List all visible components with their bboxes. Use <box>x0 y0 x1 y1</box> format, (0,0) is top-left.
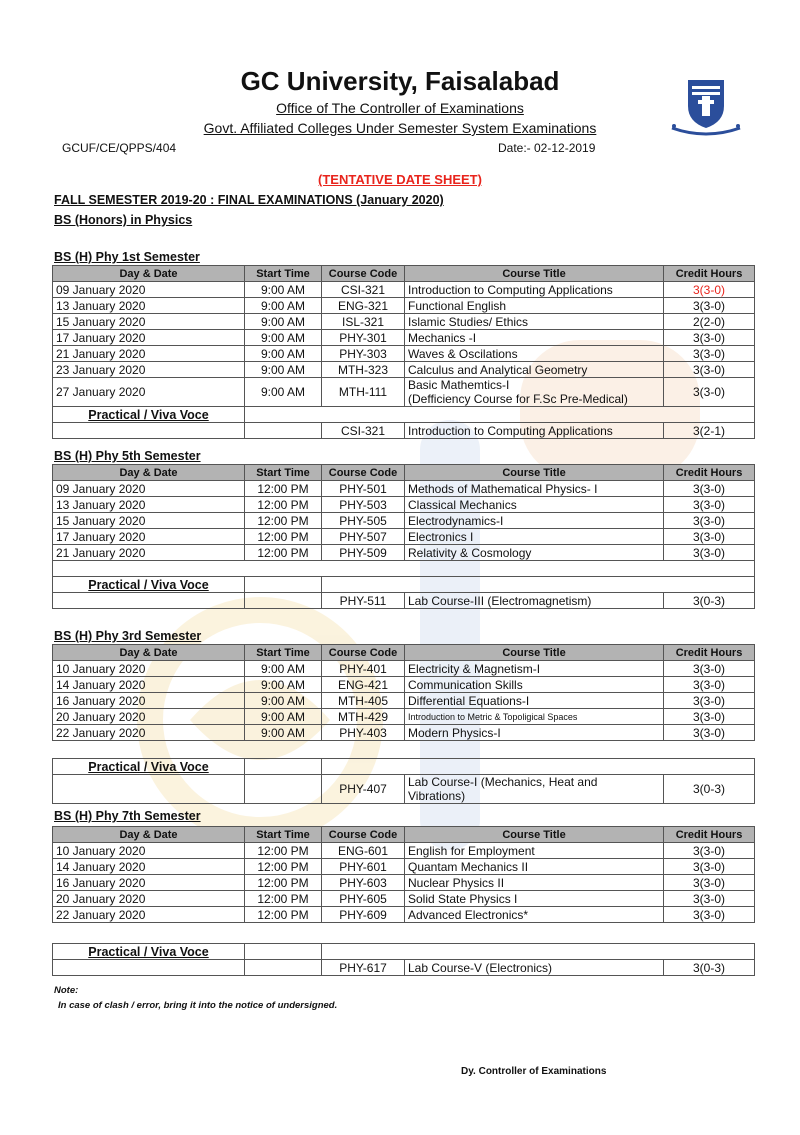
start-time: 9:00 AM <box>245 693 322 709</box>
credit-hours: 3(0-3) <box>664 775 755 804</box>
table-row <box>53 346 755 362</box>
course-title: Functional English <box>405 298 664 314</box>
course-code: PHY-407 <box>322 775 405 804</box>
credit-hours: 3(2-1) <box>664 423 755 439</box>
column-header: Day & Date <box>53 645 245 661</box>
column-header: Start Time <box>245 266 322 282</box>
course-code: ISL-321 <box>322 314 405 330</box>
practical-header-row <box>53 577 755 593</box>
exam-date: 22 January 2020 <box>53 725 245 741</box>
start-time: 9:00 AM <box>245 677 322 693</box>
course-title: Waves & Oscilations <box>405 346 664 362</box>
course-title: Quantam Mechanics II <box>405 859 664 875</box>
column-header: Day & Date <box>53 266 245 282</box>
column-header: Day & Date <box>53 827 245 843</box>
practical-table-sem3 <box>52 758 755 804</box>
course-title: Introduction to Computing Applications <box>405 282 664 298</box>
course-title: Relativity & Cosmology <box>405 545 664 561</box>
practical-row <box>53 423 755 439</box>
course-code: PHY-303 <box>322 346 405 362</box>
credit-hours: 3(3-0) <box>664 346 755 362</box>
credit-hours: 3(3-0) <box>664 709 755 725</box>
table-row <box>53 545 755 561</box>
course-title: Introduction to Computing Applications <box>405 423 664 439</box>
exam-date: 09 January 2020 <box>53 481 245 497</box>
credit-hours: 3(3-0) <box>664 907 755 923</box>
exam-date: 23 January 2020 <box>53 362 245 378</box>
course-title: Modern Physics-I <box>405 725 664 741</box>
datesheet-table-sem1 <box>52 265 755 439</box>
column-header: Start Time <box>245 645 322 661</box>
course-title: Islamic Studies/ Ethics <box>405 314 664 330</box>
course-title: Electronics I <box>405 529 664 545</box>
govt-colleges-title: Govt. Affiliated Colleges Under Semester System Examinations <box>203 120 597 136</box>
credit-hours: 3(3-0) <box>664 513 755 529</box>
datesheet-table-sem5 <box>52 464 755 609</box>
start-time: 9:00 AM <box>245 314 322 330</box>
semester-title: BS (H) Phy 7th Semester <box>54 809 201 823</box>
start-time: 9:00 AM <box>245 725 322 741</box>
reference-number: GCUF/CE/QPPS/404 <box>62 141 177 155</box>
credit-hours: 3(3-0) <box>664 677 755 693</box>
column-header: Start Time <box>245 827 322 843</box>
table-row <box>53 725 755 741</box>
credit-hours: 3(3-0) <box>664 298 755 314</box>
exam-date: 20 January 2020 <box>53 891 245 907</box>
credit-hours: 3(3-0) <box>664 497 755 513</box>
practical-row <box>53 775 755 804</box>
start-time: 12:00 PM <box>245 497 322 513</box>
course-code: PHY-511 <box>322 593 405 609</box>
exam-date: 21 January 2020 <box>53 346 245 362</box>
table-row <box>53 907 755 923</box>
credit-hours: 3(3-0) <box>664 330 755 346</box>
course-code: MTH-111 <box>322 378 405 407</box>
course-title: Lab Course-III (Electromagnetism) <box>405 593 664 609</box>
start-time: 9:00 AM <box>245 346 322 362</box>
exam-date: 17 January 2020 <box>53 529 245 545</box>
course-code: ENG-421 <box>322 677 405 693</box>
exam-date: 22 January 2020 <box>53 907 245 923</box>
exam-date: 09 January 2020 <box>53 282 245 298</box>
course-code: PHY-617 <box>322 960 405 976</box>
semester-title: BS (H) Phy 1st Semester <box>54 250 200 264</box>
table-row <box>53 298 755 314</box>
issue-date: Date:- 02-12-2019 <box>498 141 596 155</box>
table-header-row <box>53 827 755 843</box>
start-time: 12:00 PM <box>245 875 322 891</box>
column-header: Credit Hours <box>664 266 755 282</box>
course-title: Electricity & Magnetism-I <box>405 661 664 677</box>
practical-label: Practical / Viva Voce <box>53 407 245 423</box>
course-title: Lab Course-V (Electronics) <box>405 960 664 976</box>
start-time: 12:00 PM <box>245 529 322 545</box>
table-row <box>53 362 755 378</box>
course-code: PHY-507 <box>322 529 405 545</box>
exam-date: 14 January 2020 <box>53 859 245 875</box>
exam-date: 20 January 2020 <box>53 709 245 725</box>
credit-hours: 3(3-0) <box>664 843 755 859</box>
column-header: Credit Hours <box>664 827 755 843</box>
start-time: 9:00 AM <box>245 330 322 346</box>
signature-label: Dy. Controller of Examinations <box>461 1066 607 1077</box>
exam-date: 10 January 2020 <box>53 843 245 859</box>
table-row <box>53 513 755 529</box>
table-row <box>53 709 755 725</box>
column-header: Day & Date <box>53 465 245 481</box>
exam-date: 21 January 2020 <box>53 545 245 561</box>
exam-date: 16 January 2020 <box>53 693 245 709</box>
course-title: Mechanics -I <box>405 330 664 346</box>
course-title: Advanced Electronics* <box>405 907 664 923</box>
course-code: MTH-429 <box>322 709 405 725</box>
column-header: Course Code <box>322 465 405 481</box>
table-row <box>53 891 755 907</box>
start-time: 12:00 PM <box>245 907 322 923</box>
start-time: 12:00 PM <box>245 843 322 859</box>
credit-hours: 3(3-0) <box>664 481 755 497</box>
practical-label: Practical / Viva Voce <box>53 577 245 593</box>
course-title-line2: Vibrations) <box>408 789 466 803</box>
column-header: Course Title <box>405 266 664 282</box>
start-time: 12:00 PM <box>245 481 322 497</box>
practical-header-row <box>53 944 755 960</box>
column-header: Course Code <box>322 645 405 661</box>
course-code: MTH-405 <box>322 693 405 709</box>
course-title: Methods of Mathematical Physics- I <box>405 481 664 497</box>
credit-hours: 3(0-3) <box>664 960 755 976</box>
credit-hours: 3(3-0) <box>664 529 755 545</box>
column-header: Course Title <box>405 827 664 843</box>
credit-hours: 3(3-0) <box>664 378 755 407</box>
table-row <box>53 875 755 891</box>
credit-hours: 3(3-0) <box>664 282 755 298</box>
practical-row <box>53 960 755 976</box>
practical-label: Practical / Viva Voce <box>53 759 245 775</box>
course-title: Classical Mechanics <box>405 497 664 513</box>
table-row <box>53 282 755 298</box>
credit-hours: 3(3-0) <box>664 661 755 677</box>
exam-session-title: FALL SEMESTER 2019-20 : FINAL EXAMINATIONS (January 2020) <box>54 193 444 207</box>
exam-date: 14 January 2020 <box>53 677 245 693</box>
table-row <box>53 661 755 677</box>
start-time: 9:00 AM <box>245 282 322 298</box>
table-row <box>53 859 755 875</box>
exam-date: 17 January 2020 <box>53 330 245 346</box>
credit-hours: 2(2-0) <box>664 314 755 330</box>
exam-date: 10 January 2020 <box>53 661 245 677</box>
course-code: PHY-601 <box>322 859 405 875</box>
course-title: Introduction to Metric & Topoligical Spaces <box>405 709 664 725</box>
program-title: BS (Honors) in Physics <box>54 213 193 227</box>
exam-date: 27 January 2020 <box>53 378 245 407</box>
course-title: Communication Skills <box>405 677 664 693</box>
course-title: English for Employment <box>405 843 664 859</box>
start-time: 12:00 PM <box>245 891 322 907</box>
credit-hours: 3(3-0) <box>664 859 755 875</box>
course-title-line1: Lab Course-I (Mechanics, Heat and <box>408 775 598 789</box>
course-title: Calculus and Analytical Geometry <box>405 362 664 378</box>
course-title <box>405 775 664 804</box>
credit-hours: 3(3-0) <box>664 362 755 378</box>
note-text: In case of clash / error, bring it into the notice of undersigned. <box>58 1000 338 1011</box>
credit-hours: 3(3-0) <box>664 875 755 891</box>
course-title-line1: Basic Mathemtics-I <box>408 378 510 392</box>
datesheet-table-sem7 <box>52 826 755 923</box>
column-header: Credit Hours <box>664 645 755 661</box>
tentative-label: (TENTATIVE DATE SHEET) <box>318 172 482 187</box>
course-code: PHY-603 <box>322 875 405 891</box>
credit-hours: 3(3-0) <box>664 891 755 907</box>
exam-date: 13 January 2020 <box>53 497 245 513</box>
practical-header-row <box>53 407 755 423</box>
start-time: 12:00 PM <box>245 513 322 529</box>
course-title: Differential Equations-I <box>405 693 664 709</box>
start-time: 9:00 AM <box>245 709 322 725</box>
start-time: 12:00 PM <box>245 859 322 875</box>
practical-row <box>53 593 755 609</box>
note-label: Note: <box>54 985 79 996</box>
table-row <box>53 330 755 346</box>
table-row <box>53 481 755 497</box>
table-row <box>53 529 755 545</box>
course-code: PHY-605 <box>322 891 405 907</box>
start-time: 12:00 PM <box>245 545 322 561</box>
table-header-row <box>53 645 755 661</box>
course-code: PHY-501 <box>322 481 405 497</box>
credit-hours: 3(3-0) <box>664 545 755 561</box>
start-time: 9:00 AM <box>245 378 322 407</box>
semester-title: BS (H) Phy 3rd Semester <box>54 629 202 643</box>
course-title: Electrodynamics-I <box>405 513 664 529</box>
column-header: Course Title <box>405 645 664 661</box>
practical-header-row <box>53 759 755 775</box>
course-code: MTH-323 <box>322 362 405 378</box>
course-title: Solid State Physics I <box>405 891 664 907</box>
course-code: PHY-505 <box>322 513 405 529</box>
table-row <box>53 677 755 693</box>
course-code: PHY-609 <box>322 907 405 923</box>
semester-title: BS (H) Phy 5th Semester <box>54 449 201 463</box>
course-title <box>405 378 664 407</box>
exam-date: 13 January 2020 <box>53 298 245 314</box>
course-code: PHY-503 <box>322 497 405 513</box>
datesheet-table-sem3 <box>52 644 755 741</box>
exam-date: 15 January 2020 <box>53 314 245 330</box>
table-row <box>53 314 755 330</box>
start-time: 9:00 AM <box>245 362 322 378</box>
column-header: Course Code <box>322 827 405 843</box>
credit-hours: 3(3-0) <box>664 693 755 709</box>
office-title: Office of The Controller of Examinations <box>276 100 524 116</box>
exam-date: 16 January 2020 <box>53 875 245 891</box>
course-code: PHY-403 <box>322 725 405 741</box>
column-header: Start Time <box>245 465 322 481</box>
table-row <box>53 378 755 407</box>
table-row <box>53 693 755 709</box>
course-code: CSI-321 <box>322 423 405 439</box>
credit-hours: 3(0-3) <box>664 593 755 609</box>
table-row <box>53 843 755 859</box>
start-time: 9:00 AM <box>245 298 322 314</box>
practical-label: Practical / Viva Voce <box>53 944 245 960</box>
column-header: Course Title <box>405 465 664 481</box>
university-name: GC University, Faisalabad <box>240 66 560 96</box>
start-time: 9:00 AM <box>245 661 322 677</box>
practical-table-sem7 <box>52 943 755 976</box>
table-header-row <box>53 266 755 282</box>
column-header: Course Code <box>322 266 405 282</box>
course-title-line2: (Defficiency Course for F.Sc Pre-Medical) <box>408 392 628 406</box>
course-code: PHY-509 <box>322 545 405 561</box>
course-code: ENG-321 <box>322 298 405 314</box>
course-code: CSI-321 <box>322 282 405 298</box>
course-code: PHY-401 <box>322 661 405 677</box>
exam-date: 15 January 2020 <box>53 513 245 529</box>
course-code: ENG-601 <box>322 843 405 859</box>
table-header-row <box>53 465 755 481</box>
credit-hours: 3(3-0) <box>664 725 755 741</box>
course-title: Nuclear Physics II <box>405 875 664 891</box>
table-row <box>53 497 755 513</box>
column-header: Credit Hours <box>664 465 755 481</box>
course-code: PHY-301 <box>322 330 405 346</box>
